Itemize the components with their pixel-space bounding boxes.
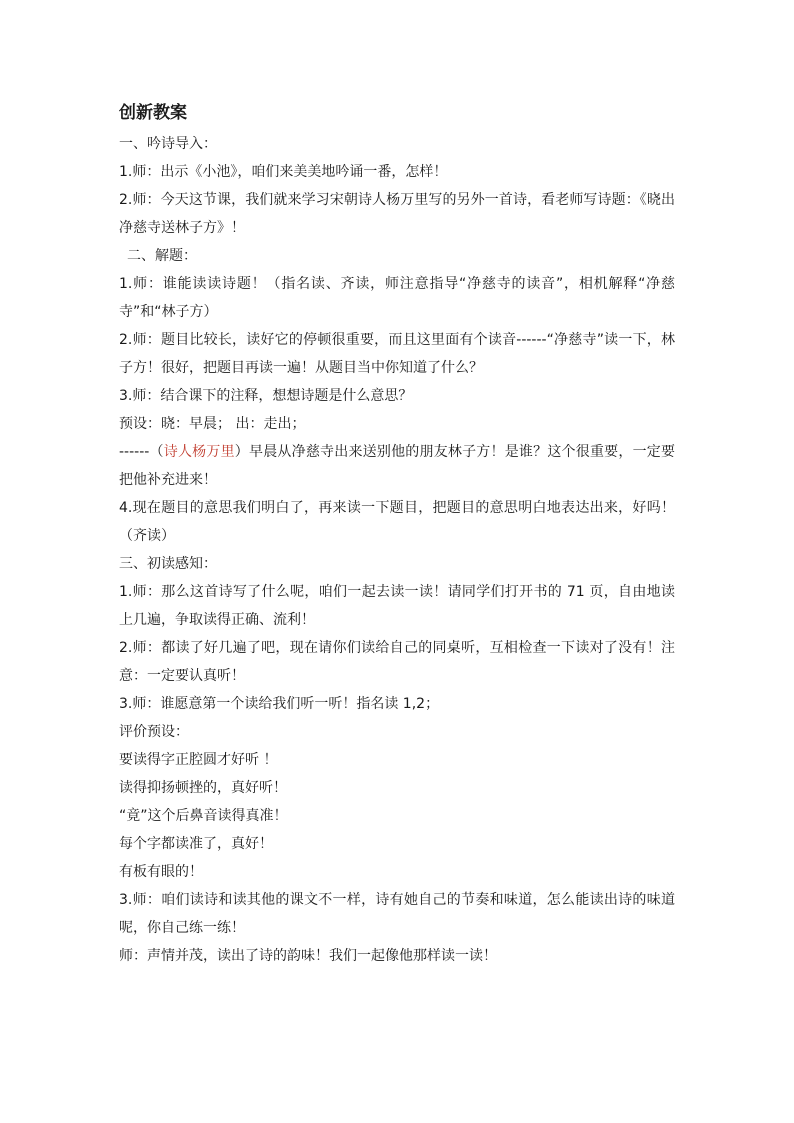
paragraph-mixed — [119, 438, 675, 494]
section-heading-reading: 三、初读感知： — [119, 556, 217, 572]
section-heading-title: 二、解题： — [127, 248, 197, 264]
paragraph: 1.师：谁能读读诗题！（指名读、齐读，师注意指导“净慈寺的读音”，相机解释“净慈寺”和“林子方） — [119, 276, 675, 320]
highlighted-text: 诗人杨万里 — [163, 444, 235, 460]
paragraph: 2.师：题目比较长，读好它的停顿很重要，而且这里面有个读音------“净慈寺”读一下，林子方！很好，把题目再读一遍！从题目当中你知道了什么？ — [119, 332, 675, 376]
paragraph: 1.师：出示《小池》，咱们来美美地吟诵一番，怎样！ — [119, 164, 448, 180]
document-page — [119, 99, 675, 970]
paragraph: 师：声情并茂，读出了诗的韵味！我们一起像他那样读一读！ — [119, 948, 497, 964]
paragraph: 每个字都读准了，真好！ — [119, 836, 273, 852]
section-heading-intro: 一、吟诗导入： — [119, 136, 217, 152]
paragraph: 预设：晓：早晨； 出：走出； — [119, 416, 306, 432]
paragraph: 3.师：结合课下的注释，想想诗题是什么意思？ — [119, 388, 413, 404]
paragraph: 有板有眼的！ — [119, 864, 203, 880]
paragraph: 1.师：那么这首诗写了什么呢，咱们一起去读一读！请同学们打开书的 71 页，自由地读上几遍，争取读得正确、流利！ — [119, 584, 675, 628]
mixed-suffix: ）早晨从净慈寺出来送别他的朋友林子方！是谁？这个很重要，一定要把他补充进来！ — [119, 444, 676, 488]
paragraph: 评价预设： — [119, 724, 189, 740]
paragraph: 3.师：谁愿意第一个读给我们听一听！指名读 1,2； — [119, 696, 440, 712]
paragraph: 2.师：都读了好几遍了吧，现在请你们读给自己的同桌听，互相检查一下读对了没有！注意：一定要认真听！ — [119, 640, 675, 684]
paragraph: 要读得字正腔圆才好听 ！ — [119, 752, 278, 768]
page-title: 创新教案 — [119, 103, 187, 123]
paragraph: 2.师：今天这节课，我们就来学习宋朝诗人杨万里写的另外一首诗，看老师写诗题：《晓出净慈寺送林子方》！ — [119, 192, 675, 236]
dash-prefix: ------（ — [119, 444, 164, 460]
paragraph: 读得抑扬顿挫的，真好听！ — [119, 780, 287, 796]
paragraph: 4.现在题目的意思我们明白了，再来读一下题目，把题目的意思明白地表达出来，好吗！（齐读） — [119, 500, 675, 544]
paragraph: 3.师：咱们读诗和读其他的课文不一样，诗有她自己的节奏和味道，怎么能读出诗的味道呢，你自己练一练！ — [119, 892, 675, 936]
paragraph: “竟”这个后鼻音读得真准！ — [119, 808, 288, 824]
